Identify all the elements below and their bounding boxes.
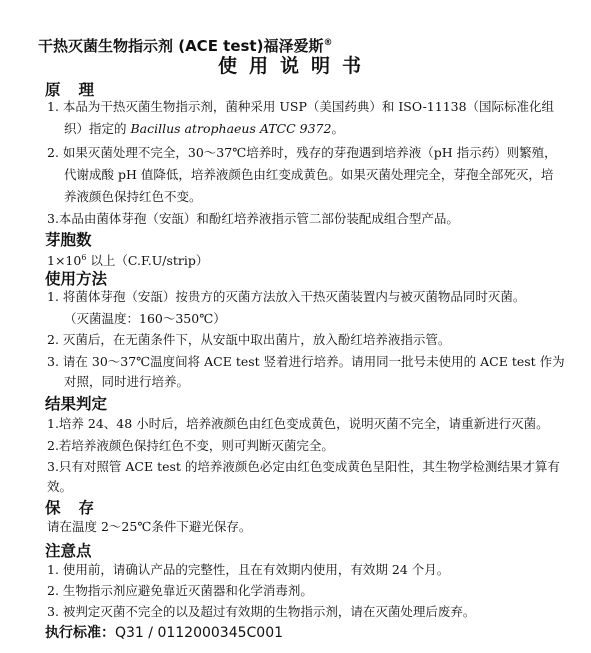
- notes-line-1: 1. 使用前，请确认产品的完整性，且在有效期内使用，有效期 24 个月。: [47, 562, 450, 577]
- principle-line-6: 3.本品由菌体芽孢（安瓿）和酚红培养液指示管二部份装配成组合型产品。: [47, 211, 459, 226]
- heading-usage: 使用方法: [45, 270, 108, 288]
- notes-line-3: 3. 被判定灭菌不完全的以及超过有效期的生物指示剂，请在灭菌处理后废弃。: [47, 604, 476, 619]
- document-title: 使用说明书: [217, 55, 373, 77]
- species-name: Bacillus atrophaeus ATCC 9372: [130, 121, 332, 136]
- usage-line-5: 对照，同时进行培养。: [64, 374, 190, 389]
- principle-line-2c: 。: [331, 121, 344, 136]
- notes-line-2: 2. 生物指示剂应避免靠近灭菌器和化学消毒剂。: [47, 583, 313, 598]
- product-name-text: 干热灭菌生物指示剂 (ACE test)福泽爱斯: [38, 37, 324, 55]
- results-line-3: 3.只有对照管 ACE test 的培养液颜色必定由红色变成黄色呈阳性，其生物学检测结果才算有: [47, 459, 560, 474]
- principle-line-5: 养液颜色保持红色不变。: [64, 189, 202, 204]
- execution-standard: [45, 622, 283, 642]
- heading-results: 结果判定: [45, 395, 108, 413]
- results-line-4: 效。: [47, 479, 73, 494]
- principle-line-3: 2. 如果灭菌处理不完全，30～37℃培养时，残存的芽孢遇到培养液（pH 指示药）则繁殖，: [47, 145, 557, 160]
- heading-spores: 芽胞数: [45, 231, 92, 249]
- usage-line-1: 1. 将菌体芽孢（安瓿）按贵方的灭菌方法放入干热灭菌装置内与被灭菌物品同时灭菌。: [47, 289, 526, 304]
- spore-count-exponent: 6: [81, 253, 87, 262]
- principle-line-1: 1. 本品为干热灭菌生物指示剂，菌种采用 USP（美国药典）和 ISO-11138（国际标准化组: [47, 99, 555, 114]
- spore-count-base: 1×10: [47, 253, 82, 269]
- principle-line-4: 代谢成酸 pH 值降低，培养液颜色由红变成黄色。如果灭菌处理完全，芽孢全部死灭，培: [64, 167, 554, 182]
- usage-line-2: （灭菌温度：160～350℃）: [64, 311, 226, 326]
- principle-line-2a: 织）指定的: [64, 121, 131, 136]
- results-line-1: 1.培养 24、48 小时后，培养液颜色由红色变成黄色，说明灭菌不完全，请重新进行灭菌。: [47, 416, 549, 431]
- heading-storage: 保存: [45, 499, 113, 517]
- results-line-2: 2.若培养液颜色保持红色不变，则可判断灭菌完全。: [47, 438, 334, 453]
- usage-line-4: 3. 请在 30～37℃温度间将 ACE test 竖着进行培养。请用同一批号未使用的 ACE test 作为: [47, 354, 565, 369]
- heading-notes: 注意点: [45, 542, 92, 560]
- principle-line-2: [64, 118, 344, 140]
- storage-line-1: 请在温度 2～25℃条件下避光保存。: [47, 519, 252, 534]
- standard-label: 执行标准：: [45, 625, 115, 641]
- spore-count-rest: 以上（C.F.U/strip）: [86, 253, 209, 269]
- standard-code: Q31 / 0112000345C001: [115, 625, 284, 641]
- trademark-mark: ®: [323, 38, 333, 48]
- heading-principle: 原理: [45, 81, 113, 99]
- usage-line-3: 2. 灭菌后，在无菌条件下，从安瓿中取出菌片，放入酚红培养液指示管。: [47, 332, 451, 347]
